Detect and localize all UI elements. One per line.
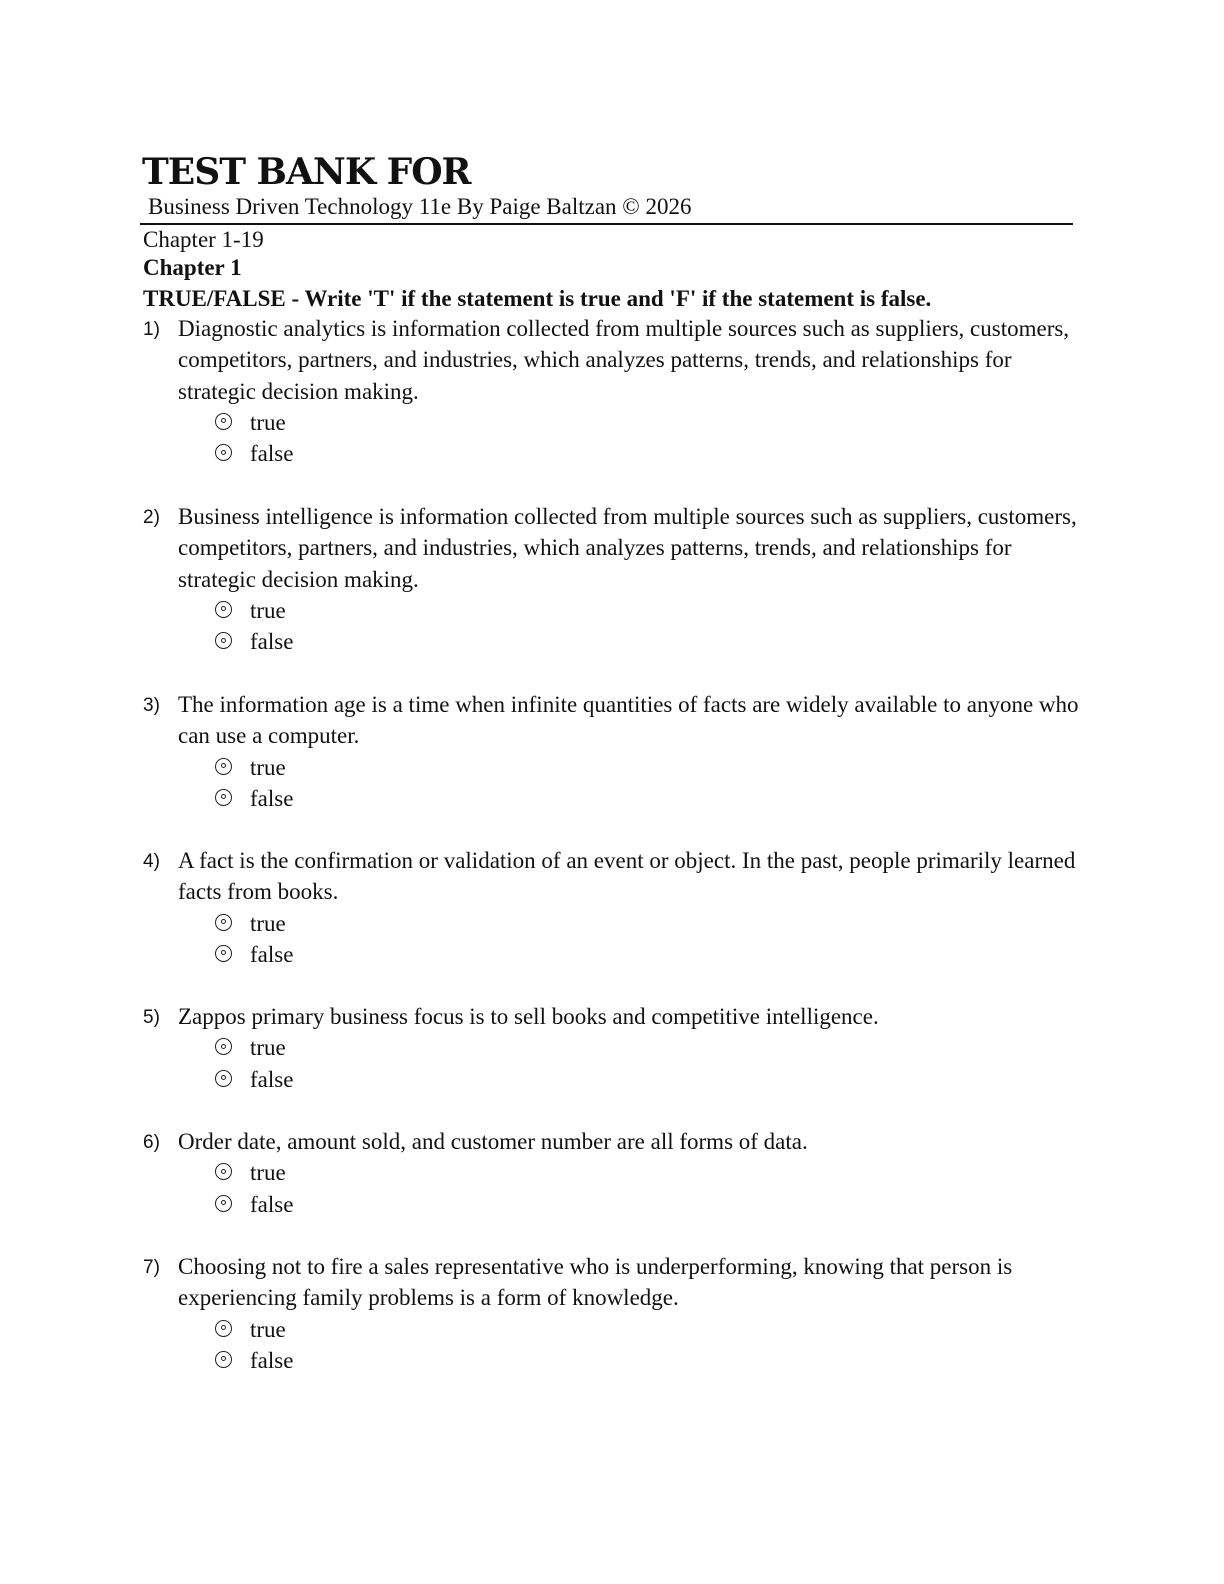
question-7 bbox=[140, 1251, 1080, 1376]
chapter-range: Chapter 1-19 bbox=[143, 227, 264, 252]
question-6 bbox=[140, 1126, 1080, 1220]
option-label: false bbox=[250, 785, 294, 811]
question-number: 5) bbox=[143, 1007, 160, 1028]
radio-button-icon[interactable] bbox=[215, 601, 232, 618]
option-false[interactable] bbox=[215, 1064, 1080, 1095]
question-number: 1) bbox=[143, 319, 160, 340]
option-label: true bbox=[250, 754, 286, 780]
question-2 bbox=[140, 501, 1080, 657]
answer-options bbox=[215, 1157, 1080, 1220]
option-false[interactable] bbox=[215, 1189, 1080, 1220]
option-label: true bbox=[250, 910, 286, 936]
question-text: Business intelligence is information collected from multiple sources such as suppliers, customers, competitors, partners, and industries, which analyzes patterns, trends, and relationships for strategic decision making. bbox=[178, 504, 1077, 592]
option-true[interactable] bbox=[215, 752, 1080, 783]
option-false[interactable] bbox=[215, 438, 1080, 469]
option-true[interactable] bbox=[215, 1157, 1080, 1188]
option-label: true bbox=[250, 1160, 286, 1186]
question-4 bbox=[140, 845, 1080, 970]
option-label: false bbox=[250, 1191, 294, 1217]
option-false[interactable] bbox=[215, 626, 1080, 657]
question-number: 4) bbox=[143, 851, 160, 872]
radio-button-icon[interactable] bbox=[215, 1038, 232, 1055]
option-true[interactable] bbox=[215, 595, 1080, 626]
option-label: false bbox=[250, 629, 294, 655]
section-instructions: TRUE/FALSE - Write 'T' if the statement is true and 'F' if the statement is false. bbox=[143, 286, 932, 311]
answer-options bbox=[215, 1032, 1080, 1095]
option-label: true bbox=[250, 1316, 286, 1342]
radio-button-icon[interactable] bbox=[215, 413, 232, 430]
option-false[interactable] bbox=[215, 1345, 1080, 1376]
header-divider bbox=[140, 223, 1073, 225]
answer-options bbox=[215, 1314, 1080, 1377]
option-label: false bbox=[250, 1347, 294, 1373]
question-number: 7) bbox=[143, 1257, 160, 1278]
question-1 bbox=[140, 313, 1080, 469]
question-number: 6) bbox=[143, 1132, 160, 1153]
radio-button-icon[interactable] bbox=[215, 758, 232, 775]
option-true[interactable] bbox=[215, 1032, 1080, 1063]
option-true[interactable] bbox=[215, 908, 1080, 939]
question-number: 2) bbox=[143, 507, 160, 528]
option-true[interactable] bbox=[215, 407, 1080, 438]
answer-options bbox=[215, 908, 1080, 971]
radio-button-icon[interactable] bbox=[215, 632, 232, 649]
question-text: Zappos primary business focus is to sell books and competitive intelligence. bbox=[178, 1004, 879, 1029]
radio-button-icon[interactable] bbox=[215, 1320, 232, 1337]
radio-button-icon[interactable] bbox=[215, 1351, 232, 1368]
option-label: true bbox=[250, 1035, 286, 1061]
question-text: Choosing not to fire a sales representative who is underperforming, knowing that person is experiencing family problems is a form of knowledge. bbox=[178, 1254, 1013, 1311]
question-3 bbox=[140, 689, 1080, 814]
question-text: The information age is a time when infinite quantities of facts are widely available to anyone who can use a computer. bbox=[178, 692, 1079, 749]
radio-button-icon[interactable] bbox=[215, 789, 232, 806]
chapter-heading: Chapter 1 bbox=[143, 255, 242, 280]
radio-button-icon[interactable] bbox=[215, 914, 232, 931]
option-label: true bbox=[250, 597, 286, 623]
radio-button-icon[interactable] bbox=[215, 1195, 232, 1212]
question-text: Diagnostic analytics is information collected from multiple sources such as suppliers, customers, competitors, partners, and industries, which analyzes patterns, trends, and relationships for strategic decision making. bbox=[178, 316, 1070, 404]
question-5 bbox=[140, 1001, 1080, 1095]
option-label: true bbox=[250, 409, 286, 435]
option-false[interactable] bbox=[215, 939, 1080, 970]
radio-button-icon[interactable] bbox=[215, 1163, 232, 1180]
answer-options bbox=[215, 407, 1080, 470]
option-label: false bbox=[250, 1066, 294, 1092]
option-label: false bbox=[250, 441, 294, 467]
question-text: A fact is the confirmation or validation of an event or object. In the past, people primarily learned facts from books. bbox=[178, 848, 1076, 905]
question-text: Order date, amount sold, and customer number are all forms of data. bbox=[178, 1129, 808, 1154]
option-true[interactable] bbox=[215, 1314, 1080, 1345]
question-number: 3) bbox=[143, 695, 160, 716]
document-subtitle: Business Driven Technology 11e By Paige Baltzan © 2026 bbox=[148, 194, 692, 219]
answer-options bbox=[215, 595, 1080, 658]
answer-options bbox=[215, 752, 1080, 815]
radio-button-icon[interactable] bbox=[215, 945, 232, 962]
radio-button-icon[interactable] bbox=[215, 1070, 232, 1087]
option-label: false bbox=[250, 941, 294, 967]
radio-button-icon[interactable] bbox=[215, 444, 232, 461]
option-false[interactable] bbox=[215, 783, 1080, 814]
document-title: TEST BANK FOR bbox=[142, 151, 471, 193]
